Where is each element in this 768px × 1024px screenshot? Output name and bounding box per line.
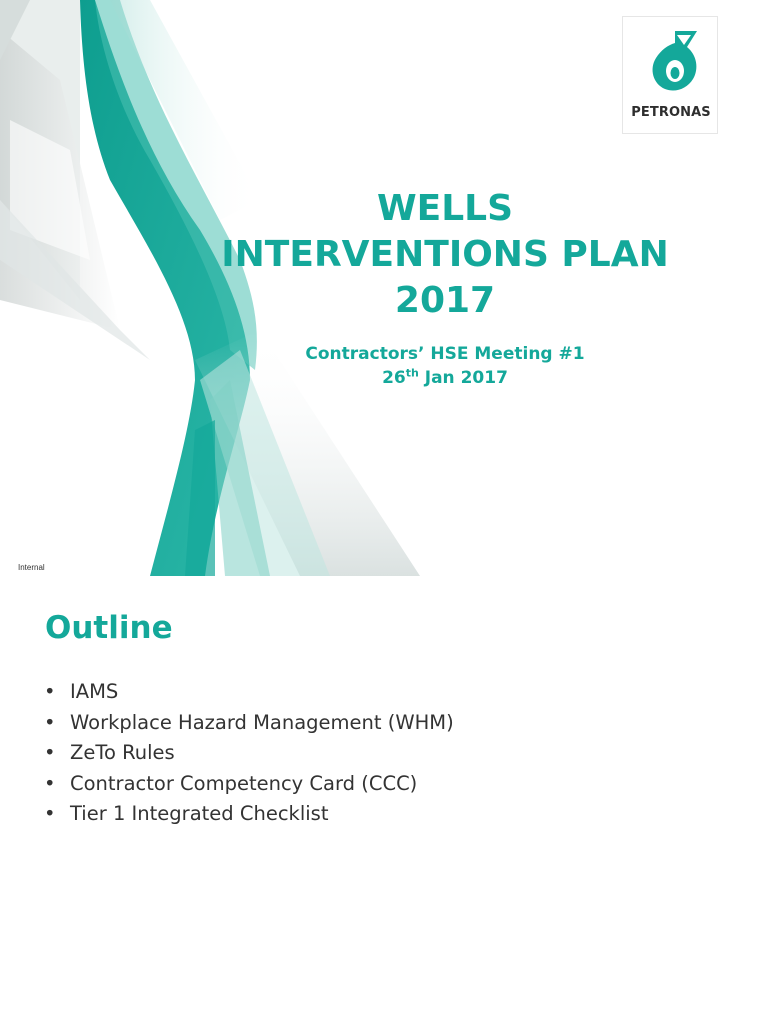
date-ordinal: th: [405, 366, 419, 380]
list-item: [44, 799, 454, 830]
petronas-logo: [622, 16, 718, 134]
presentation-subtitle: [190, 342, 700, 390]
list-item-text: Contractor Competency Card (CCC): [70, 771, 418, 795]
list-item: [44, 677, 454, 708]
classification-label: Internal: [18, 563, 45, 572]
outline-slide: [0, 576, 768, 1024]
list-item-text: ZeTo Rules: [70, 741, 175, 764]
bullet-icon: •: [44, 771, 56, 795]
meeting-date: [190, 366, 700, 390]
logo-wordmark: PETRONAS: [631, 105, 711, 120]
bullet-icon: •: [44, 802, 56, 825]
title-line-3: 2017: [394, 280, 496, 321]
date-day: 26: [382, 368, 406, 388]
petronas-drop-icon: [623, 17, 719, 107]
bullet-icon: •: [44, 741, 56, 764]
bullet-icon: •: [44, 680, 56, 703]
list-item: [44, 738, 454, 769]
bullet-icon: •: [44, 710, 56, 734]
title-line-1: WELLS: [376, 188, 514, 229]
outline-list: [44, 677, 454, 830]
date-month-year: Jan 2017: [418, 368, 508, 388]
slide-title: Outline: [45, 610, 173, 646]
list-item: [44, 769, 454, 800]
list-item: [44, 708, 454, 739]
meeting-name: Contractors’ HSE Meeting #1: [305, 344, 585, 364]
list-item-text: IAMS: [70, 680, 119, 703]
presentation-title: [190, 186, 700, 324]
title-line-2: INTERVENTIONS PLAN: [221, 234, 669, 275]
list-item-text: Tier 1 Integrated Checklist: [70, 802, 329, 825]
list-item-text: Workplace Hazard Management (WHM): [70, 710, 454, 734]
